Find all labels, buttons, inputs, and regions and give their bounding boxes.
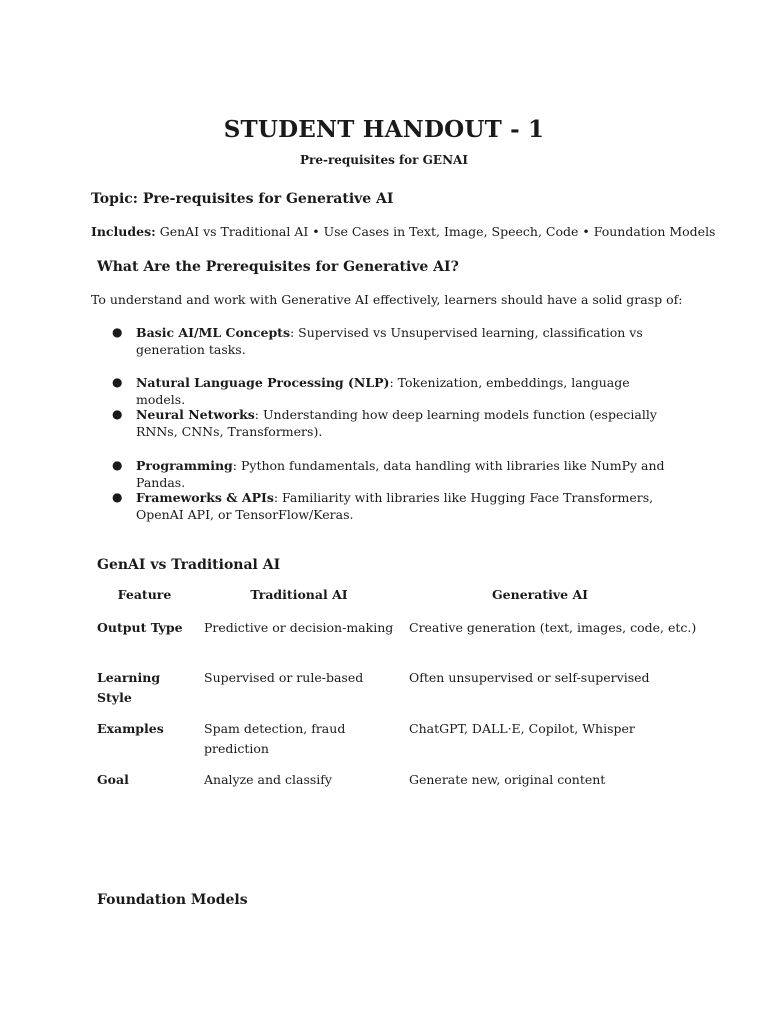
table-cell-traditional: Predictive or decision-making: [204, 620, 394, 635]
list-item: [114, 489, 674, 523]
bullet-icon: ●: [112, 325, 123, 339]
bullet-term: Programming: [136, 458, 233, 473]
table-cell-feature: Output Type: [97, 620, 183, 635]
table-cell-generative: Often unsupervised or self-supervised: [409, 670, 650, 685]
bullet-icon: ●: [112, 490, 123, 504]
table-header-traditional: Traditional AI: [250, 587, 348, 602]
table-cell-feature: Goal: [97, 772, 129, 787]
page-subtitle: Pre-requisites for GENAI: [300, 153, 468, 167]
bullet-desc: : Familiarity with libraries like Hugging Face Transformers, OpenAI API, or TensorFlow/Keras.: [136, 490, 654, 522]
table-header-feature: Feature: [117, 587, 172, 602]
table-cell-traditional: Supervised or rule-based: [204, 670, 364, 685]
bullet-desc: : Understanding how deep learning models function (especially RNNs, CNNs, Transformers).: [136, 407, 657, 439]
topic-heading: Topic: Pre-requisites for Generative AI: [91, 191, 394, 207]
table-cell-feature: Learning Style: [97, 670, 161, 705]
list-item: [114, 457, 674, 491]
bullet-icon: ●: [112, 407, 123, 421]
list-item: [114, 406, 674, 440]
includes-label: Includes:: [91, 224, 156, 239]
bullet-desc: : Tokenization, embeddings, language models.: [136, 375, 630, 407]
intro-paragraph: To understand and work with Generative AI effectively, learners should have a solid grasp of:: [91, 292, 683, 307]
bullet-term: Basic AI/ML Concepts: [136, 325, 290, 340]
bullet-icon: ●: [112, 375, 123, 389]
list-item: [114, 374, 674, 408]
bullet-term: Neural Networks: [136, 407, 255, 422]
table-cell-generative: Creative generation (text, images, code, etc.): [409, 620, 697, 635]
prerequisites-heading: What Are the Prerequisites for Generative AI?: [97, 259, 459, 275]
bullet-term: Natural Language Processing (NLP): [136, 375, 390, 390]
bullet-term: Frameworks & APIs: [136, 490, 274, 505]
table-cell-traditional: Analyze and classify: [204, 772, 332, 787]
comparison-heading: GenAI vs Traditional AI: [97, 557, 281, 573]
table-cell-feature: Examples: [97, 721, 164, 736]
bullet-icon: ●: [112, 458, 123, 472]
table-cell-generative: Generate new, original content: [409, 772, 606, 787]
bullet-desc: : Python fundamentals, data handling with libraries like NumPy and Pandas.: [136, 458, 665, 490]
table-header-generative: Generative AI: [492, 587, 588, 602]
list-item: [114, 324, 674, 358]
bullet-desc: : Supervised vs Unsupervised learning, classification vs generation tasks.: [136, 325, 643, 357]
foundation-models-heading: Foundation Models: [97, 892, 248, 908]
includes-line: [91, 224, 715, 239]
includes-text: GenAI vs Traditional AI • Use Cases in Text, Image, Speech, Code • Foundation Models: [155, 224, 716, 239]
table-cell-traditional: Spam detection, fraud prediction: [204, 721, 346, 756]
page-title: STUDENT HANDOUT - 1: [223, 116, 545, 143]
table-cell-generative: ChatGPT, DALL·E, Copilot, Whisper: [409, 721, 635, 736]
